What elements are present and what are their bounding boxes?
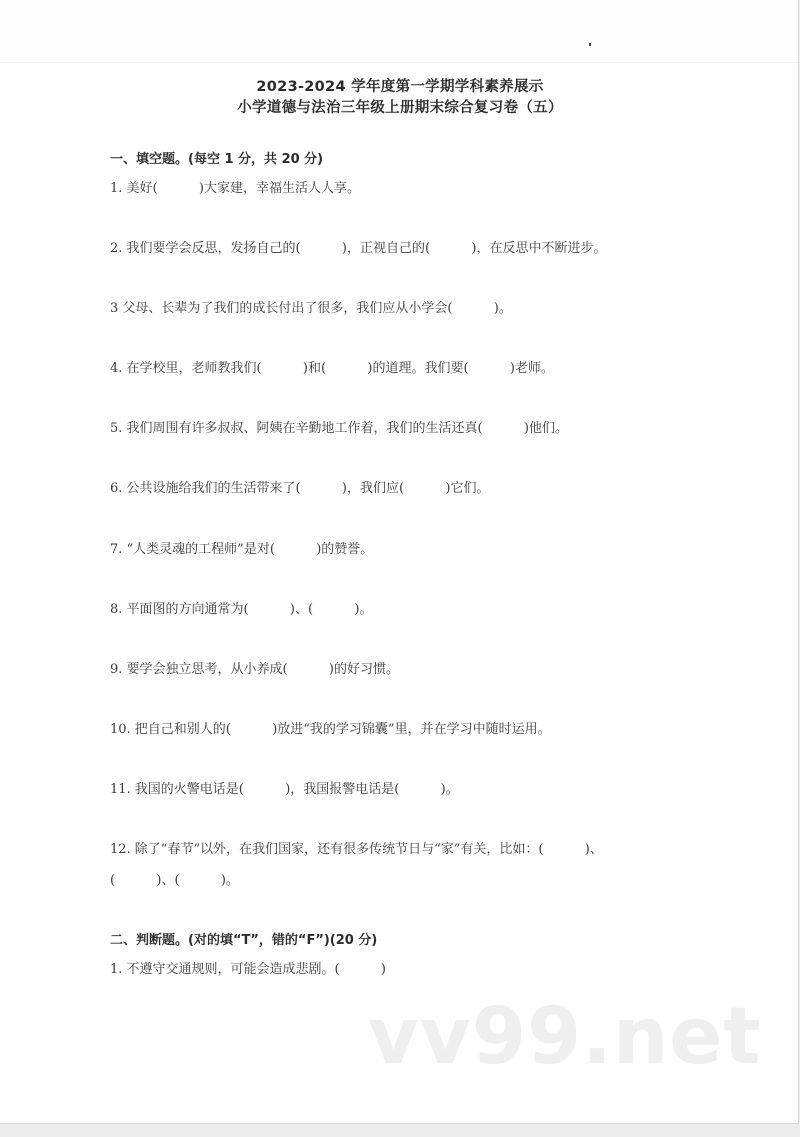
question-1: 1. 美好( )大家建，幸福生活人人享。 bbox=[110, 181, 361, 196]
question-2: 2. 我们要学会反思，发扬自己的( )，正视自己的( )，在反思中不断进步。 bbox=[110, 241, 607, 256]
question-3: 3 父母、长辈为了我们的成长付出了很多，我们应从小学会( )。 bbox=[110, 301, 512, 316]
question-11: 11. 我国的火警电话是( )，我国报警电话是( )。 bbox=[110, 782, 459, 797]
question-5: 5. 我们周围有许多叔叔、阿姨在辛勤地工作着，我们的生活还真( )他们。 bbox=[110, 421, 569, 436]
question-7: 7. “人类灵魂的工程师”是对( )的赞誉。 bbox=[110, 542, 374, 557]
section-heading-fill-blank: 一、填空题。(每空 1 分，共 20 分) bbox=[110, 152, 324, 167]
question-4: 4. 在学校里，老师教我们( )和( )的道理。我们要( )老师。 bbox=[110, 361, 554, 376]
stray-mark bbox=[589, 43, 591, 46]
exam-title-line2: 小学道德与法治三年级上册期末综合复习卷（五） bbox=[237, 100, 563, 116]
question-12: 12. 除了“春节”以外，在我们国家，还有很多传统节日与“家”有关，比如：( )、 bbox=[110, 842, 603, 857]
question-12-continued: ( )、( )。 bbox=[110, 873, 239, 888]
watermark: vv99.net bbox=[368, 992, 762, 1082]
question-9: 9. 要学会独立思考，从小养成( )的好习惯。 bbox=[110, 662, 400, 677]
question-8: 8. 平面图的方向通常为( )、( )。 bbox=[110, 602, 373, 617]
tf-question-1: 1. 不遵守交通规则，可能会造成悲剧。( ) bbox=[110, 962, 387, 977]
page-header-band bbox=[0, 0, 798, 63]
exam-title-line1: 2023-2024 学年度第一学期学科素养展示 bbox=[256, 79, 544, 95]
question-6: 6. 公共设施给我们的生活带来了( )，我们应( )它们。 bbox=[110, 481, 490, 496]
question-10: 10. 把自己和别人的( )放进“我的学习锦囊”里，并在学习中随时运用。 bbox=[110, 722, 551, 737]
section-heading-true-false: 二、判断题。(对的填“T”，错的“F”)(20 分) bbox=[110, 933, 378, 948]
